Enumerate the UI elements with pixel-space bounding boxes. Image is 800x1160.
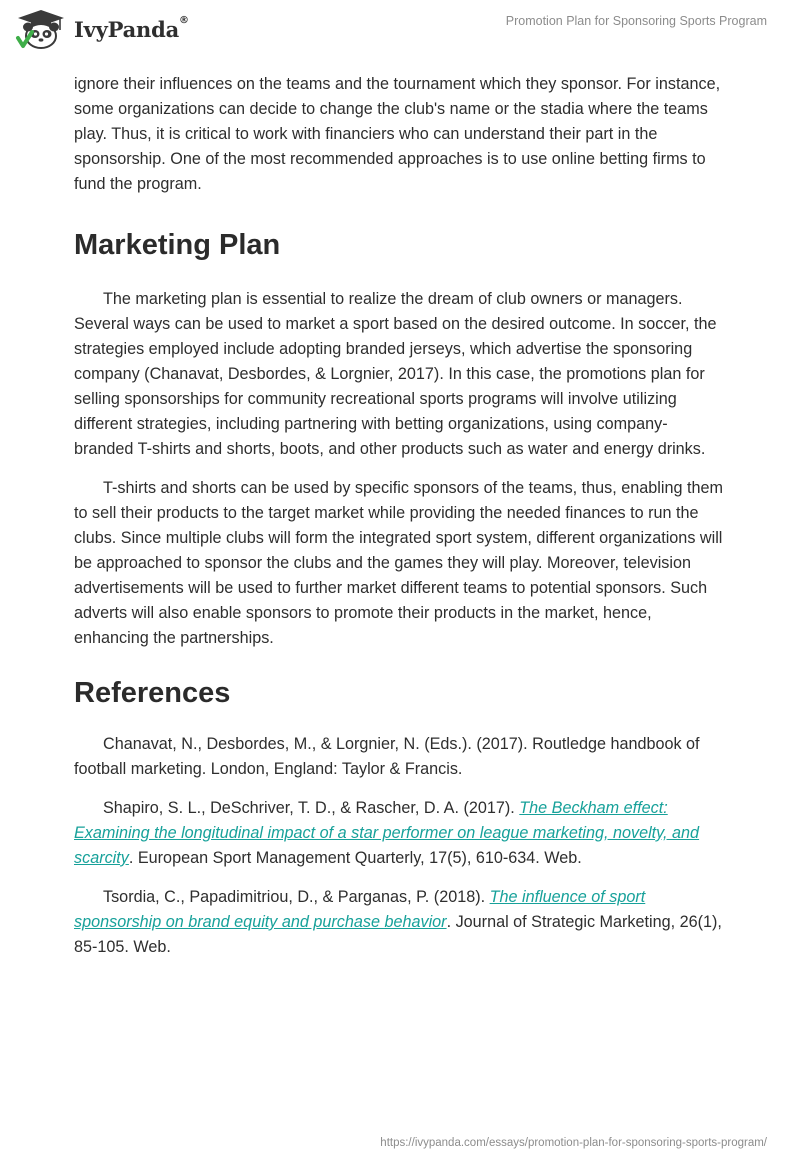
reference-citation: Chanavat, N., Desbordes, M., & Lorgnier, N. (Eds.). (2017). Routledge handbook of football marketing. London, England: Taylor & Francis. (74, 735, 700, 778)
registered-mark: ® (179, 14, 189, 26)
marketing-plan-heading: Marketing Plan (74, 229, 281, 261)
references-heading: References (74, 677, 231, 709)
source-url[interactable]: https://ivypanda.com/essays/promotion-plan-for-sponsoring-sports-program/ (380, 1137, 767, 1149)
marketing-paragraph-1: The marketing plan is essential to realize the dream of club owners or managers. Several ways can be used to market a sport based on the desired outcome. In soccer, the strategies employed include adopting branded jerseys, which advertise the sponsoring company (Chanavat, Desbordes, & Lorgnier, 2017). In this case, the promotions plan for selling sponsorships for community recreational sports programs will involve utilizing different strategies, including partnering with betting organizations, using company-branded T-shirts and shorts, boots, and other products such as water and energy drinks. (74, 290, 717, 458)
reference-item (74, 796, 726, 871)
panda-graduate-icon (14, 8, 68, 50)
brand-name: IvyPanda® (74, 14, 189, 42)
document-title: Promotion Plan for Sponsoring Sports Program (505, 14, 767, 28)
brand-logo[interactable] (14, 8, 189, 50)
intro-paragraph: ignore their influences on the teams and the tournament which they sponsor. For instance, some organizations can decide to change the club's name or the stadia where the teams play. Thus, it is critical to work with financiers who can understand their part in the sponsorship. One of the most recommended approaches is to use online betting firms to fund the program. (74, 75, 721, 193)
reference-citation: Shapiro, S. L., DeSchriver, T. D., & Rascher, D. A. (2017). (103, 799, 520, 817)
page-header (0, 0, 800, 70)
reference-link[interactable]: The influence of sport sponsorship on brand equity and purchase behavior (74, 888, 646, 931)
reference-item (74, 732, 726, 782)
essay-content (74, 72, 726, 960)
reference-source: . Journal of Strategic Marketing, 26(1), 85-105. Web. (74, 913, 722, 956)
reference-link[interactable]: The Beckham effect: Examining the longitudinal impact of a star performer on league marketing, novelty, and scarcity (74, 799, 700, 867)
reference-citation: Tsordia, C., Papadimitriou, D., & Parganas, P. (2018). (103, 888, 490, 906)
marketing-paragraph-2: T-shirts and shorts can be used by specific sponsors of the teams, thus, enabling them to sell their products to the target market while providing the needed finances to run the clubs. Since multiple clubs will form the integrated sport system, different organizations will be approached to sponsor the clubs and the games they will play. Moreover, television advertisements will be used to further market different teams to potential sponsors. Such adverts will also enable sponsors to promote their products in the market, hence, enhancing the partnerships. (74, 479, 723, 647)
reference-source: . European Sport Management Quarterly, 17(5), 610-634. Web. (128, 849, 582, 867)
reference-item (74, 885, 726, 960)
